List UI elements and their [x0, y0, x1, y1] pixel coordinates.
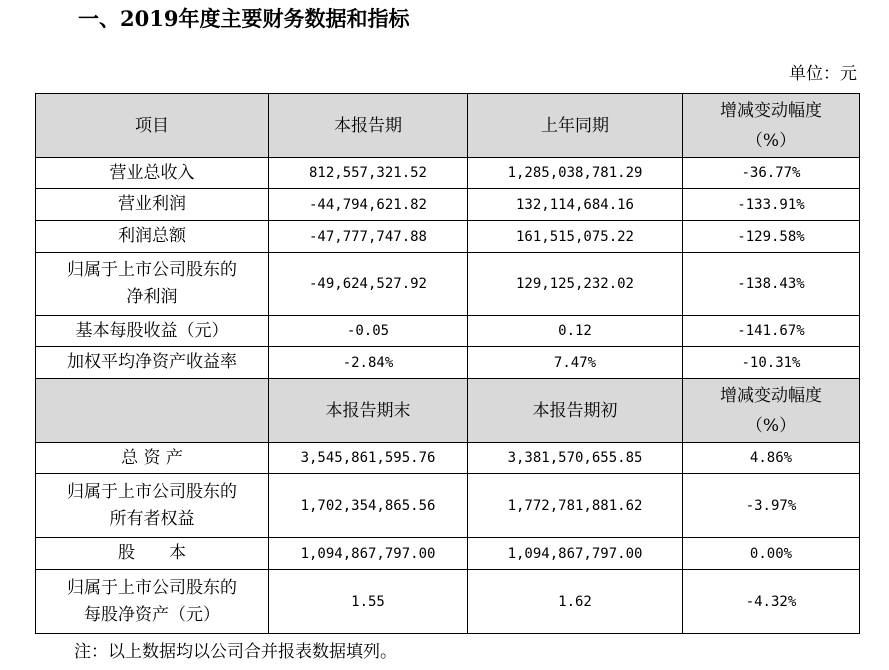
- change-value: -3.97%: [683, 474, 860, 538]
- previous-value: 0.12: [468, 316, 683, 347]
- row-label: 基本每股收益（元）: [36, 316, 269, 347]
- table-row: [36, 347, 860, 379]
- table-row: [36, 221, 860, 253]
- row-label-line1: 归属于上市公司股东的: [67, 577, 237, 598]
- row-label: [36, 474, 269, 538]
- header-change-line1: 增减变动幅度: [720, 100, 822, 121]
- change-value: -141.67%: [683, 316, 860, 347]
- row-label-line2: 所有者权益: [109, 508, 195, 529]
- change-value: -138.43%: [683, 253, 860, 316]
- header-change-line2: （%）: [745, 415, 797, 436]
- header-current-period: 本报告期: [269, 94, 468, 158]
- header-previous-period: 上年同期: [468, 94, 683, 158]
- change-value: -10.31%: [683, 347, 860, 379]
- current-value: 1,702,354,865.56: [269, 474, 468, 538]
- previous-value: 7.47%: [468, 347, 683, 379]
- current-value: -0.05: [269, 316, 468, 347]
- previous-value: 129,125,232.02: [468, 253, 683, 316]
- table-row: [36, 538, 860, 570]
- header-change-line2: （%）: [745, 130, 797, 151]
- previous-value: 1,285,038,781.29: [468, 158, 683, 189]
- row-label: 营业利润: [36, 189, 269, 221]
- current-value: -2.84%: [269, 347, 468, 379]
- previous-value: 1,094,867,797.00: [468, 538, 683, 570]
- previous-value: 132,114,684.16: [468, 189, 683, 221]
- header-period-end: 本报告期末: [269, 379, 468, 443]
- current-value: -47,777,747.88: [269, 221, 468, 253]
- table-row: [36, 189, 860, 221]
- current-value: 1.55: [269, 570, 468, 634]
- row-label-line2: 净利润: [126, 287, 178, 307]
- row-label: [36, 570, 269, 634]
- row-label-line2: 每股净资产（元）: [84, 604, 220, 625]
- change-value: -133.91%: [683, 189, 860, 221]
- change-value: -129.58%: [683, 221, 860, 253]
- row-label: 利润总额: [36, 221, 269, 253]
- table-row: [36, 474, 860, 538]
- header-change-line1: 增减变动幅度: [720, 385, 822, 406]
- row-label: [36, 253, 269, 316]
- current-value: -49,624,527.92: [269, 253, 468, 316]
- change-value: -36.77%: [683, 158, 860, 189]
- header-blank-cell: [36, 379, 269, 443]
- table-header-row: [36, 379, 860, 443]
- table-row: [36, 253, 860, 316]
- table-row: [36, 570, 860, 634]
- financial-data-table: [35, 93, 860, 634]
- row-label-line1: 归属于上市公司股东的: [67, 481, 237, 502]
- current-value: 3,545,861,595.76: [269, 443, 468, 474]
- footnote: 注：以上数据均以公司合并报表数据填列。: [74, 642, 397, 662]
- row-label: 总 资 产: [36, 443, 269, 474]
- previous-value: 1.62: [468, 570, 683, 634]
- row-label: 营业总收入: [36, 158, 269, 189]
- previous-value: 161,515,075.22: [468, 221, 683, 253]
- change-value: 4.86%: [683, 443, 860, 474]
- unit-label: 单位：元: [789, 64, 857, 84]
- current-value: 1,094,867,797.00: [269, 538, 468, 570]
- header-period-start: 本报告期初: [468, 379, 683, 443]
- previous-value: 1,772,781,881.62: [468, 474, 683, 538]
- table-row: [36, 443, 860, 474]
- table-row: [36, 316, 860, 347]
- row-label: 股 本: [36, 538, 269, 570]
- current-value: 812,557,321.52: [269, 158, 468, 189]
- header-change: [683, 94, 860, 158]
- header-change: [683, 379, 860, 443]
- row-label-line1: 归属于上市公司股东的: [67, 260, 237, 280]
- previous-value: 3,381,570,655.85: [468, 443, 683, 474]
- table-header-row: [36, 94, 860, 158]
- table-row: [36, 158, 860, 189]
- change-value: -4.32%: [683, 570, 860, 634]
- row-label: 加权平均净资产收益率: [36, 347, 269, 379]
- change-value: 0.00%: [683, 538, 860, 570]
- document-title: 一、2019年度主要财务数据和指标: [78, 6, 410, 31]
- current-value: -44,794,621.82: [269, 189, 468, 221]
- header-item: 项目: [36, 94, 269, 158]
